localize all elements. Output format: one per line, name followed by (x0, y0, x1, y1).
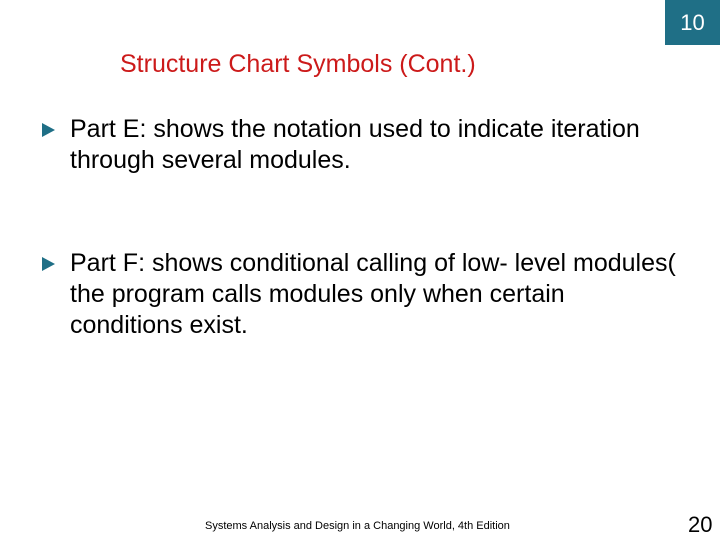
footer-source: Systems Analysis and Design in a Changing World, 4th Edition (205, 520, 510, 532)
bullet-text: Part E: shows the notation used to indicate iteration through several modules. (70, 115, 640, 174)
bullet-item (42, 114, 682, 176)
triangle-bullet-icon (42, 123, 55, 137)
triangle-bullet-icon (42, 257, 55, 271)
chapter-number-label: 10 (680, 9, 705, 35)
bullet-text: Part F: shows conditional calling of low- level modules( the program calls modules only when certain conditions exist. (70, 249, 676, 339)
bullet-item (42, 248, 682, 341)
page-number: 20 (688, 512, 713, 537)
slide-title: Structure Chart Symbols (Cont.) (120, 50, 476, 78)
chapter-number-badge (665, 0, 720, 45)
